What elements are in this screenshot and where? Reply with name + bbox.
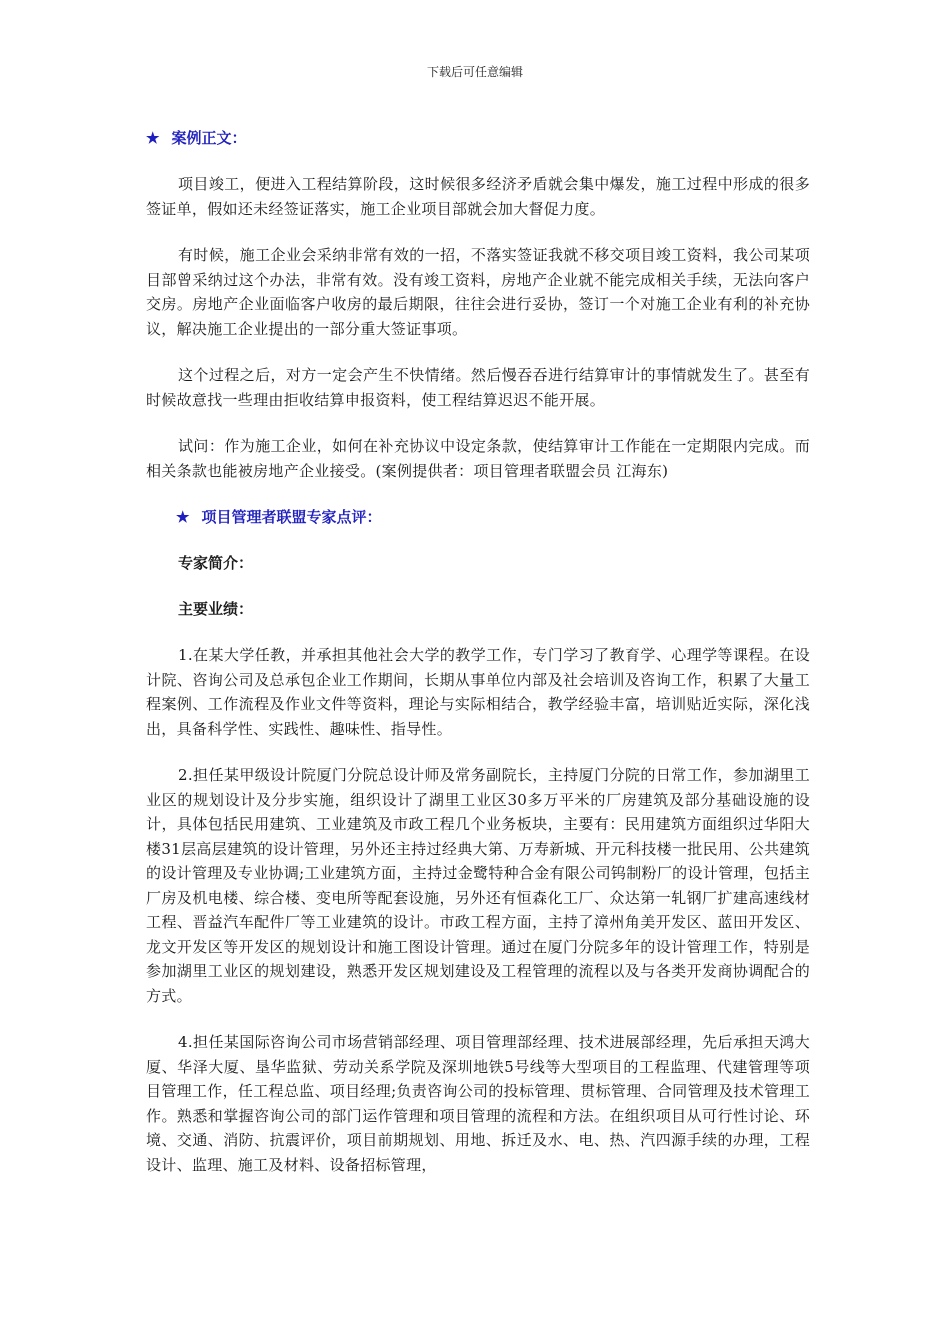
case-paragraph-1: 项目竣工，便进入工程结算阶段，这时候很多经济矛盾就会集中爆发，施工过程中形成的很多签证单，假如还未经签证落实，施工企业项目部就会加大督促力度。	[146, 175, 810, 218]
review-heading-label: 项目管理者联盟专家点评：	[201, 508, 382, 526]
achievements-label: 主要业绩：	[178, 600, 254, 618]
expert-intro-label: 专家简介：	[178, 554, 254, 572]
achievement-paragraph-2: 2.担任某甲级设计院厦门分院总设计师及常务副院长，主持厦门分院的日常工作，参加湖里工业区的规划设计及分步实施，组织设计了湖里工业区30多万平米的厂房建筑及部分基础设施的设计，具体包括民用建筑、工业建筑及市政工程几个业务板块，主要有：民用建筑方面组织过华阳大楼31层高层建筑的设计管理，另外还主持过经典大第、万寿新城、开元科技楼一批民用、公共建筑的设计管理及专业协调;工业建筑方面，主持过金鹭特种合金有限公司钨制粉厂的设计管理，包括主厂房及机电楼、综合楼、变电所等配套设施，另外还有恒森化工厂、众达第一轧钢厂扩建高速线材工程、晋益汽车配件厂等工业建筑的设计。市政工程方面，主持了漳州角美开发区、蓝田开发区、龙文开发区等开发区的规划设计和施工图设计管理。通过在厦门分院多年的设计管理工作，特别是参加湖里工业区的规划建设，熟悉开发区规划建设及工程管理的流程以及与各类开发商协调配合的方式。	[146, 766, 810, 1005]
page-header: 下载后可任意编辑	[426, 65, 523, 79]
document-body	[146, 126, 810, 1177]
case-heading-label: 案例正文：	[171, 129, 247, 147]
star-icon: ★	[146, 129, 160, 147]
achievement-paragraph-1: 1.在某大学任教，并承担其他社会大学的教学工作，专门学习了教育学、心理学等课程。在设计院、咨询公司及总承包企业工作期间，长期从事单位内部及社会培训及咨询工作，积累了大量工程案例、工作流程及作业文件等资料，理论与实际相结合，教学经验丰富，培训贴近实际，深化浅出，具备科学性、实践性、趣味性、指导性。	[146, 646, 810, 738]
case-heading	[146, 126, 810, 150]
star-icon: ★	[176, 508, 190, 526]
case-paragraph-2: 有时候，施工企业会采纳非常有效的一招，不落实签证我就不移交项目竣工资料，我公司某项目部曾采纳过这个办法，非常有效。没有竣工资料，房地产企业就不能完成相关手续，无法向客户交房。房地产企业面临客户收房的最后期限，往往会进行妥协，签订一个对施工企业有利的补充协议，解决施工企业提出的一部分重大签证事项。	[146, 246, 810, 338]
case-paragraph-4: 试问：作为施工企业，如何在补充协议中设定条款，使结算审计工作能在一定期限内完成。而相关条款也能被房地产企业接受。(案例提供者：项目管理者联盟会员 江海东)	[146, 437, 810, 480]
review-heading	[146, 505, 810, 529]
case-paragraph-3: 这个过程之后，对方一定会产生不快情绪。然后慢吞吞进行结算审计的事情就发生了。甚至有时候故意找一些理由拒收结算申报资料，使工程结算迟迟不能开展。	[146, 366, 810, 409]
achievement-paragraph-4: 4.担任某国际咨询公司市场营销部经理、项目管理部经理、技术进展部经理，先后承担天鸿大厦、华泽大厦、垦华监狱、劳动关系学院及深圳地铁5号线等大型项目的工程监理、代建管理等项目管理工作，任工程总监、项目经理;负责咨询公司的投标管理、贯标管理、合同管理及技术管理工作。熟悉和掌握咨询公司的部门运作管理和项目管理的流程和方法。在组织项目从可行性讨论、环境、交通、消防、抗震评价，项目前期规划、用地、拆迁及水、电、热、汽四源手续的办理，工程设计、监理、施工及材料、设备招标管理，	[146, 1033, 810, 1174]
